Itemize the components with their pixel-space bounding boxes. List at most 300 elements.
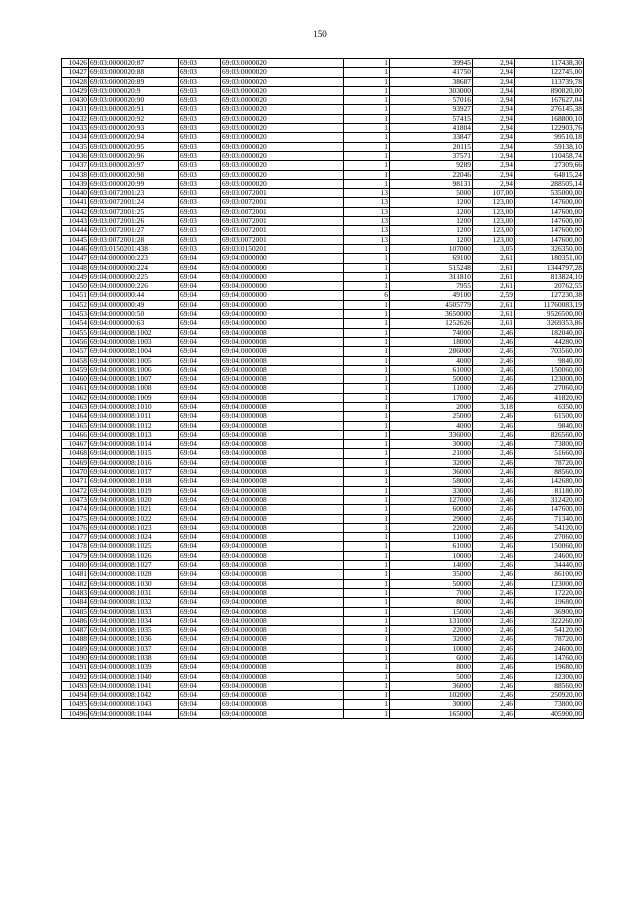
district-code-cell: 69:04 xyxy=(179,635,221,644)
cadastral-quarter-cell: 69:04:0000008 xyxy=(221,533,344,542)
table-row xyxy=(62,161,584,170)
cadastral-quarter-cell: 69:04:0000008 xyxy=(221,328,344,337)
district-code-cell: 69:04 xyxy=(179,421,221,430)
cadastral-number-cell: 69:04:0000008:1028 xyxy=(89,570,179,579)
value-cell: 147600,00 xyxy=(515,198,584,207)
cadastral-number-cell: 69:03:0072001:25 xyxy=(89,207,179,216)
cadastral-number-cell: 69:04:0000008:1033 xyxy=(89,607,179,616)
district-code-cell: 69:03 xyxy=(179,170,221,179)
count-cell: 1 xyxy=(344,700,390,709)
table-row xyxy=(62,551,584,560)
cadastral-number-cell: 69:04:0000008:1027 xyxy=(89,561,179,570)
cadastral-number-cell: 69:04:0000008:1005 xyxy=(89,356,179,365)
area-cell: 8000 xyxy=(390,598,473,607)
cadastral-quarter-cell: 69:04:0000008 xyxy=(221,458,344,467)
value-cell: 168800,10 xyxy=(515,114,584,123)
value-cell: 326350,00 xyxy=(515,244,584,253)
table-row xyxy=(62,217,584,226)
area-cell: 131000 xyxy=(390,616,473,625)
district-code-cell: 69:04 xyxy=(179,328,221,337)
value-cell: 99510,18 xyxy=(515,133,584,142)
count-cell: 1 xyxy=(344,282,390,291)
rate-cell: 123,00 xyxy=(473,198,515,207)
district-code-cell: 69:04 xyxy=(179,468,221,477)
district-code-cell: 69:04 xyxy=(179,477,221,486)
row-number-cell: 10440 xyxy=(62,189,89,198)
area-cell: 93927 xyxy=(390,105,473,114)
district-code-cell: 69:03 xyxy=(179,244,221,253)
district-code-cell: 69:04 xyxy=(179,393,221,402)
table-row xyxy=(62,226,584,235)
count-cell: 1 xyxy=(344,142,390,151)
cadastral-quarter-cell: 69:04:0000008 xyxy=(221,477,344,486)
table-row xyxy=(62,347,584,356)
row-number-cell: 10483 xyxy=(62,588,89,597)
table-row xyxy=(62,189,584,198)
value-cell: 123000,00 xyxy=(515,375,584,384)
district-code-cell: 69:04 xyxy=(179,523,221,532)
row-number-cell: 10472 xyxy=(62,486,89,495)
row-number-cell: 10478 xyxy=(62,542,89,551)
rate-cell: 2,94 xyxy=(473,151,515,160)
cadastral-number-cell: 69:04:0000008:1012 xyxy=(89,421,179,430)
district-code-cell: 69:04 xyxy=(179,700,221,709)
area-cell: 1252626 xyxy=(390,319,473,328)
area-cell: 9289 xyxy=(390,161,473,170)
cadastral-number-cell: 69:04:0000008:1011 xyxy=(89,412,179,421)
cadastral-number-cell: 69:03:0000020:91 xyxy=(89,105,179,114)
area-cell: 8000 xyxy=(390,663,473,672)
district-code-cell: 69:04 xyxy=(179,365,221,374)
area-cell: 29000 xyxy=(390,514,473,523)
table-row xyxy=(62,235,584,244)
cadastral-quarter-cell: 69:03:0000020 xyxy=(221,68,344,77)
rate-cell: 2,46 xyxy=(473,561,515,570)
row-number-cell: 10455 xyxy=(62,328,89,337)
area-cell: 32000 xyxy=(390,458,473,467)
table-row xyxy=(62,96,584,105)
area-cell: 11000 xyxy=(390,533,473,542)
area-cell: 11000 xyxy=(390,384,473,393)
rate-cell: 107,00 xyxy=(473,189,515,198)
district-code-cell: 69:03 xyxy=(179,151,221,160)
cadastral-quarter-cell: 69:04:0000008 xyxy=(221,588,344,597)
cadastral-quarter-cell: 69:04:0000008 xyxy=(221,468,344,477)
row-number-cell: 10480 xyxy=(62,561,89,570)
cadastral-quarter-cell: 69:04:0000008 xyxy=(221,598,344,607)
table-row xyxy=(62,114,584,123)
rate-cell: 123,00 xyxy=(473,217,515,226)
row-number-cell: 10491 xyxy=(62,663,89,672)
value-cell: 12300,00 xyxy=(515,672,584,681)
district-code-cell: 69:04 xyxy=(179,505,221,514)
cadastral-number-cell: 69:04:0000008:1007 xyxy=(89,375,179,384)
district-code-cell: 69:04 xyxy=(179,691,221,700)
rate-cell: 2,46 xyxy=(473,393,515,402)
cadastral-number-cell: 69:04:0000000:49 xyxy=(89,300,179,309)
row-number-cell: 10475 xyxy=(62,514,89,523)
row-number-cell: 10466 xyxy=(62,430,89,439)
area-cell: 58000 xyxy=(390,477,473,486)
cadastral-quarter-cell: 69:04:0000008 xyxy=(221,523,344,532)
district-code-cell: 69:04 xyxy=(179,319,221,328)
cadastral-quarter-cell: 69:04:0000008 xyxy=(221,402,344,411)
row-number-cell: 10485 xyxy=(62,607,89,616)
cadastral-quarter-cell: 69:03:0000020 xyxy=(221,161,344,170)
area-cell: 57415 xyxy=(390,114,473,123)
rate-cell: 2,46 xyxy=(473,477,515,486)
table-row xyxy=(62,328,584,337)
cadastral-number-cell: 69:03:0000020:92 xyxy=(89,114,179,123)
row-number-cell: 10465 xyxy=(62,421,89,430)
district-code-cell: 69:03 xyxy=(179,133,221,142)
rate-cell: 2,46 xyxy=(473,700,515,709)
table-row xyxy=(62,495,584,504)
rate-cell: 2,94 xyxy=(473,114,515,123)
value-cell: 81180,00 xyxy=(515,486,584,495)
district-code-cell: 69:04 xyxy=(179,337,221,346)
cadastral-quarter-cell: 69:04:0000008 xyxy=(221,430,344,439)
row-number-cell: 10459 xyxy=(62,365,89,374)
area-cell: 7000 xyxy=(390,588,473,597)
cadastral-number-cell: 69:03:0000020:87 xyxy=(89,59,179,68)
table-row xyxy=(62,654,584,663)
area-cell: 107000 xyxy=(390,244,473,253)
district-code-cell: 69:04 xyxy=(179,291,221,300)
row-number-cell: 10494 xyxy=(62,691,89,700)
area-cell: 5000 xyxy=(390,189,473,198)
table-row xyxy=(62,272,584,281)
value-cell: 27060,00 xyxy=(515,384,584,393)
row-number-cell: 10448 xyxy=(62,263,89,272)
table-row xyxy=(62,561,584,570)
cadastral-quarter-cell: 69:04:0000008 xyxy=(221,681,344,690)
area-cell: 20115 xyxy=(390,142,473,151)
district-code-cell: 69:03 xyxy=(179,86,221,95)
cadastral-number-cell: 69:04:0000008:1040 xyxy=(89,672,179,681)
district-code-cell: 69:03 xyxy=(179,226,221,235)
area-cell: 21000 xyxy=(390,449,473,458)
cadastral-quarter-cell: 69:04:0000000 xyxy=(221,263,344,272)
cadastral-number-cell: 69:04:0000008:1021 xyxy=(89,505,179,514)
row-number-cell: 10467 xyxy=(62,440,89,449)
rate-cell: 2,46 xyxy=(473,365,515,374)
table-row xyxy=(62,598,584,607)
table-row xyxy=(62,616,584,625)
district-code-cell: 69:04 xyxy=(179,663,221,672)
area-cell: 10000 xyxy=(390,551,473,560)
rate-cell: 2,61 xyxy=(473,254,515,263)
count-cell: 1 xyxy=(344,393,390,402)
value-cell: 11760083,19 xyxy=(515,300,584,309)
row-number-cell: 10432 xyxy=(62,114,89,123)
table-row xyxy=(62,588,584,597)
rate-cell: 2,46 xyxy=(473,691,515,700)
cadastral-quarter-cell: 69:04:0000000 xyxy=(221,300,344,309)
table-row xyxy=(62,505,584,514)
value-cell: 147600,00 xyxy=(515,217,584,226)
value-cell: 180351,00 xyxy=(515,254,584,263)
value-cell: 51660,00 xyxy=(515,449,584,458)
area-cell: 38687 xyxy=(390,77,473,86)
cadastral-quarter-cell: 69:04:0000008 xyxy=(221,709,344,718)
district-code-cell: 69:04 xyxy=(179,384,221,393)
table-row xyxy=(62,375,584,384)
table-row xyxy=(62,542,584,551)
table-row xyxy=(62,486,584,495)
area-cell: 311810 xyxy=(390,272,473,281)
table-row xyxy=(62,86,584,95)
table-row xyxy=(62,468,584,477)
cadastral-quarter-cell: 69:04:0000008 xyxy=(221,551,344,560)
count-cell: 1 xyxy=(344,319,390,328)
count-cell: 13 xyxy=(344,207,390,216)
rate-cell: 2,94 xyxy=(473,179,515,188)
cadastral-number-cell: 69:04:0000008:1044 xyxy=(89,709,179,718)
value-cell: 147600,00 xyxy=(515,226,584,235)
district-code-cell: 69:03 xyxy=(179,96,221,105)
value-cell: 17220,00 xyxy=(515,588,584,597)
value-cell: 59138,10 xyxy=(515,142,584,151)
value-cell: 288505,14 xyxy=(515,179,584,188)
district-code-cell: 69:04 xyxy=(179,356,221,365)
value-cell: 813824,10 xyxy=(515,272,584,281)
cadastral-quarter-cell: 69:04:0000008 xyxy=(221,635,344,644)
value-cell: 147600,00 xyxy=(515,505,584,514)
count-cell: 1 xyxy=(344,561,390,570)
rate-cell: 2,46 xyxy=(473,505,515,514)
value-cell: 20762,55 xyxy=(515,282,584,291)
count-cell: 1 xyxy=(344,86,390,95)
rate-cell: 2,94 xyxy=(473,59,515,68)
count-cell: 1 xyxy=(344,505,390,514)
cadastral-number-cell: 69:04:0000008:1042 xyxy=(89,691,179,700)
area-cell: 61000 xyxy=(390,365,473,374)
table-row xyxy=(62,691,584,700)
count-cell: 1 xyxy=(344,244,390,253)
count-cell: 1 xyxy=(344,114,390,123)
cadastral-quarter-cell: 69:04:0000008 xyxy=(221,672,344,681)
row-number-cell: 10481 xyxy=(62,570,89,579)
cadastral-quarter-cell: 69:03:0072001 xyxy=(221,226,344,235)
area-cell: 35000 xyxy=(390,570,473,579)
cadastral-number-cell: 69:03:0000020:89 xyxy=(89,77,179,86)
cadastral-quarter-cell: 69:03:0072001 xyxy=(221,198,344,207)
area-cell: 41750 xyxy=(390,68,473,77)
table-row xyxy=(62,430,584,439)
cadastral-number-cell: 69:03:0000020:93 xyxy=(89,124,179,133)
rate-cell: 123,00 xyxy=(473,235,515,244)
table-row xyxy=(62,263,584,272)
value-cell: 150060,00 xyxy=(515,542,584,551)
rate-cell: 2,61 xyxy=(473,300,515,309)
cadastral-quarter-cell: 69:03:0000020 xyxy=(221,105,344,114)
table-row xyxy=(62,133,584,142)
row-number-cell: 10427 xyxy=(62,68,89,77)
table-row xyxy=(62,449,584,458)
value-cell: 3269353,86 xyxy=(515,319,584,328)
count-cell: 1 xyxy=(344,105,390,114)
area-cell: 30000 xyxy=(390,440,473,449)
count-cell: 1 xyxy=(344,449,390,458)
district-code-cell: 69:03 xyxy=(179,235,221,244)
row-number-cell: 10463 xyxy=(62,402,89,411)
count-cell: 1 xyxy=(344,421,390,430)
district-code-cell: 69:04 xyxy=(179,607,221,616)
cadastral-number-cell: 69:03:0000020:97 xyxy=(89,161,179,170)
rate-cell: 2,61 xyxy=(473,263,515,272)
cadastral-quarter-cell: 69:04:0000008 xyxy=(221,384,344,393)
area-cell: 5000 xyxy=(390,672,473,681)
cadastral-quarter-cell: 69:04:0000008 xyxy=(221,393,344,402)
count-cell: 1 xyxy=(344,440,390,449)
value-cell: 88560,00 xyxy=(515,681,584,690)
area-cell: 69100 xyxy=(390,254,473,263)
area-cell: 127000 xyxy=(390,495,473,504)
count-cell: 1 xyxy=(344,365,390,374)
table-row xyxy=(62,319,584,328)
rate-cell: 2,94 xyxy=(473,86,515,95)
row-number-cell: 10436 xyxy=(62,151,89,160)
rate-cell: 2,46 xyxy=(473,523,515,532)
cadastral-quarter-cell: 69:03:0072001 xyxy=(221,217,344,226)
cadastral-number-cell: 69:03:0000020:98 xyxy=(89,170,179,179)
table-row xyxy=(62,477,584,486)
row-number-cell: 10430 xyxy=(62,96,89,105)
table-row xyxy=(62,672,584,681)
district-code-cell: 69:03 xyxy=(179,189,221,198)
count-cell: 13 xyxy=(344,235,390,244)
rate-cell: 123,00 xyxy=(473,226,515,235)
value-cell: 147600,00 xyxy=(515,235,584,244)
value-cell: 34440,00 xyxy=(515,561,584,570)
row-number-cell: 10442 xyxy=(62,207,89,216)
area-cell: 1200 xyxy=(390,217,473,226)
district-code-cell: 69:04 xyxy=(179,495,221,504)
rate-cell: 2,46 xyxy=(473,495,515,504)
district-code-cell: 69:04 xyxy=(179,616,221,625)
row-number-cell: 10495 xyxy=(62,700,89,709)
value-cell: 167627,04 xyxy=(515,96,584,105)
table-row xyxy=(62,300,584,309)
count-cell: 1 xyxy=(344,59,390,68)
table-row xyxy=(62,709,584,718)
cadastral-number-cell: 69:03:0000020:88 xyxy=(89,68,179,77)
cadastral-quarter-cell: 69:03:0000020 xyxy=(221,86,344,95)
area-cell: 60000 xyxy=(390,505,473,514)
cadastral-quarter-cell: 69:04:0000008 xyxy=(221,626,344,635)
area-cell: 15000 xyxy=(390,607,473,616)
count-cell: 13 xyxy=(344,217,390,226)
area-cell: 33000 xyxy=(390,486,473,495)
district-code-cell: 69:04 xyxy=(179,561,221,570)
cadastral-number-cell: 69:04:0000008:1030 xyxy=(89,579,179,588)
area-cell: 1200 xyxy=(390,207,473,216)
cadastral-number-cell: 69:04:0000008:1002 xyxy=(89,328,179,337)
rate-cell: 2,46 xyxy=(473,449,515,458)
district-code-cell: 69:04 xyxy=(179,654,221,663)
district-code-cell: 69:03 xyxy=(179,161,221,170)
rate-cell: 2,46 xyxy=(473,551,515,560)
row-number-cell: 10462 xyxy=(62,393,89,402)
district-code-cell: 69:04 xyxy=(179,551,221,560)
area-cell: 49100 xyxy=(390,291,473,300)
rate-cell: 2,94 xyxy=(473,161,515,170)
area-cell: 165000 xyxy=(390,709,473,718)
value-cell: 9526500,00 xyxy=(515,310,584,319)
count-cell: 1 xyxy=(344,626,390,635)
cadastral-number-cell: 69:04:0000008:1019 xyxy=(89,486,179,495)
row-number-cell: 10438 xyxy=(62,170,89,179)
row-number-cell: 10469 xyxy=(62,458,89,467)
count-cell: 1 xyxy=(344,588,390,597)
table-row xyxy=(62,440,584,449)
district-code-cell: 69:03 xyxy=(179,142,221,151)
row-number-cell: 10490 xyxy=(62,654,89,663)
cadastral-number-cell: 69:04:0000008:1004 xyxy=(89,347,179,356)
rate-cell: 2,46 xyxy=(473,486,515,495)
cadastral-quarter-cell: 69:03:0072001 xyxy=(221,235,344,244)
value-cell: 322260,00 xyxy=(515,616,584,625)
count-cell: 1 xyxy=(344,514,390,523)
table-row xyxy=(62,179,584,188)
cadastral-quarter-cell: 69:04:0000008 xyxy=(221,514,344,523)
table-row xyxy=(62,384,584,393)
area-cell: 4505779 xyxy=(390,300,473,309)
cadastral-number-cell: 69:04:0000008:1043 xyxy=(89,700,179,709)
count-cell: 1 xyxy=(344,430,390,439)
area-cell: 1200 xyxy=(390,198,473,207)
district-code-cell: 69:04 xyxy=(179,458,221,467)
value-cell: 24600,00 xyxy=(515,551,584,560)
district-code-cell: 69:04 xyxy=(179,542,221,551)
table-row xyxy=(62,523,584,532)
row-number-cell: 10433 xyxy=(62,124,89,133)
rate-cell: 2,46 xyxy=(473,412,515,421)
row-number-cell: 10489 xyxy=(62,644,89,653)
count-cell: 1 xyxy=(344,468,390,477)
table-row xyxy=(62,681,584,690)
area-cell: 515248 xyxy=(390,263,473,272)
value-cell: 61500,00 xyxy=(515,412,584,421)
area-cell: 7955 xyxy=(390,282,473,291)
count-cell: 1 xyxy=(344,495,390,504)
district-code-cell: 69:04 xyxy=(179,709,221,718)
value-cell: 142680,00 xyxy=(515,477,584,486)
cadastral-quarter-cell: 69:04:0000008 xyxy=(221,440,344,449)
rate-cell: 2,46 xyxy=(473,458,515,467)
cadastral-number-cell: 69:04:0000008:1014 xyxy=(89,440,179,449)
rate-cell: 2,46 xyxy=(473,663,515,672)
count-cell: 1 xyxy=(344,607,390,616)
district-code-cell: 69:04 xyxy=(179,347,221,356)
district-code-cell: 69:03 xyxy=(179,114,221,123)
district-code-cell: 69:03 xyxy=(179,105,221,114)
cadastral-quarter-cell: 69:04:0000000 xyxy=(221,254,344,263)
rate-cell: 2,46 xyxy=(473,570,515,579)
table-row xyxy=(62,356,584,365)
value-cell: 113739,78 xyxy=(515,77,584,86)
area-cell: 336000 xyxy=(390,430,473,439)
row-number-cell: 10470 xyxy=(62,468,89,477)
district-code-cell: 69:04 xyxy=(179,644,221,653)
row-number-cell: 10456 xyxy=(62,337,89,346)
count-cell: 1 xyxy=(344,551,390,560)
table-row xyxy=(62,198,584,207)
row-number-cell: 10439 xyxy=(62,179,89,188)
district-code-cell: 69:03 xyxy=(179,77,221,86)
cadastral-quarter-cell: 69:04:0000008 xyxy=(221,570,344,579)
